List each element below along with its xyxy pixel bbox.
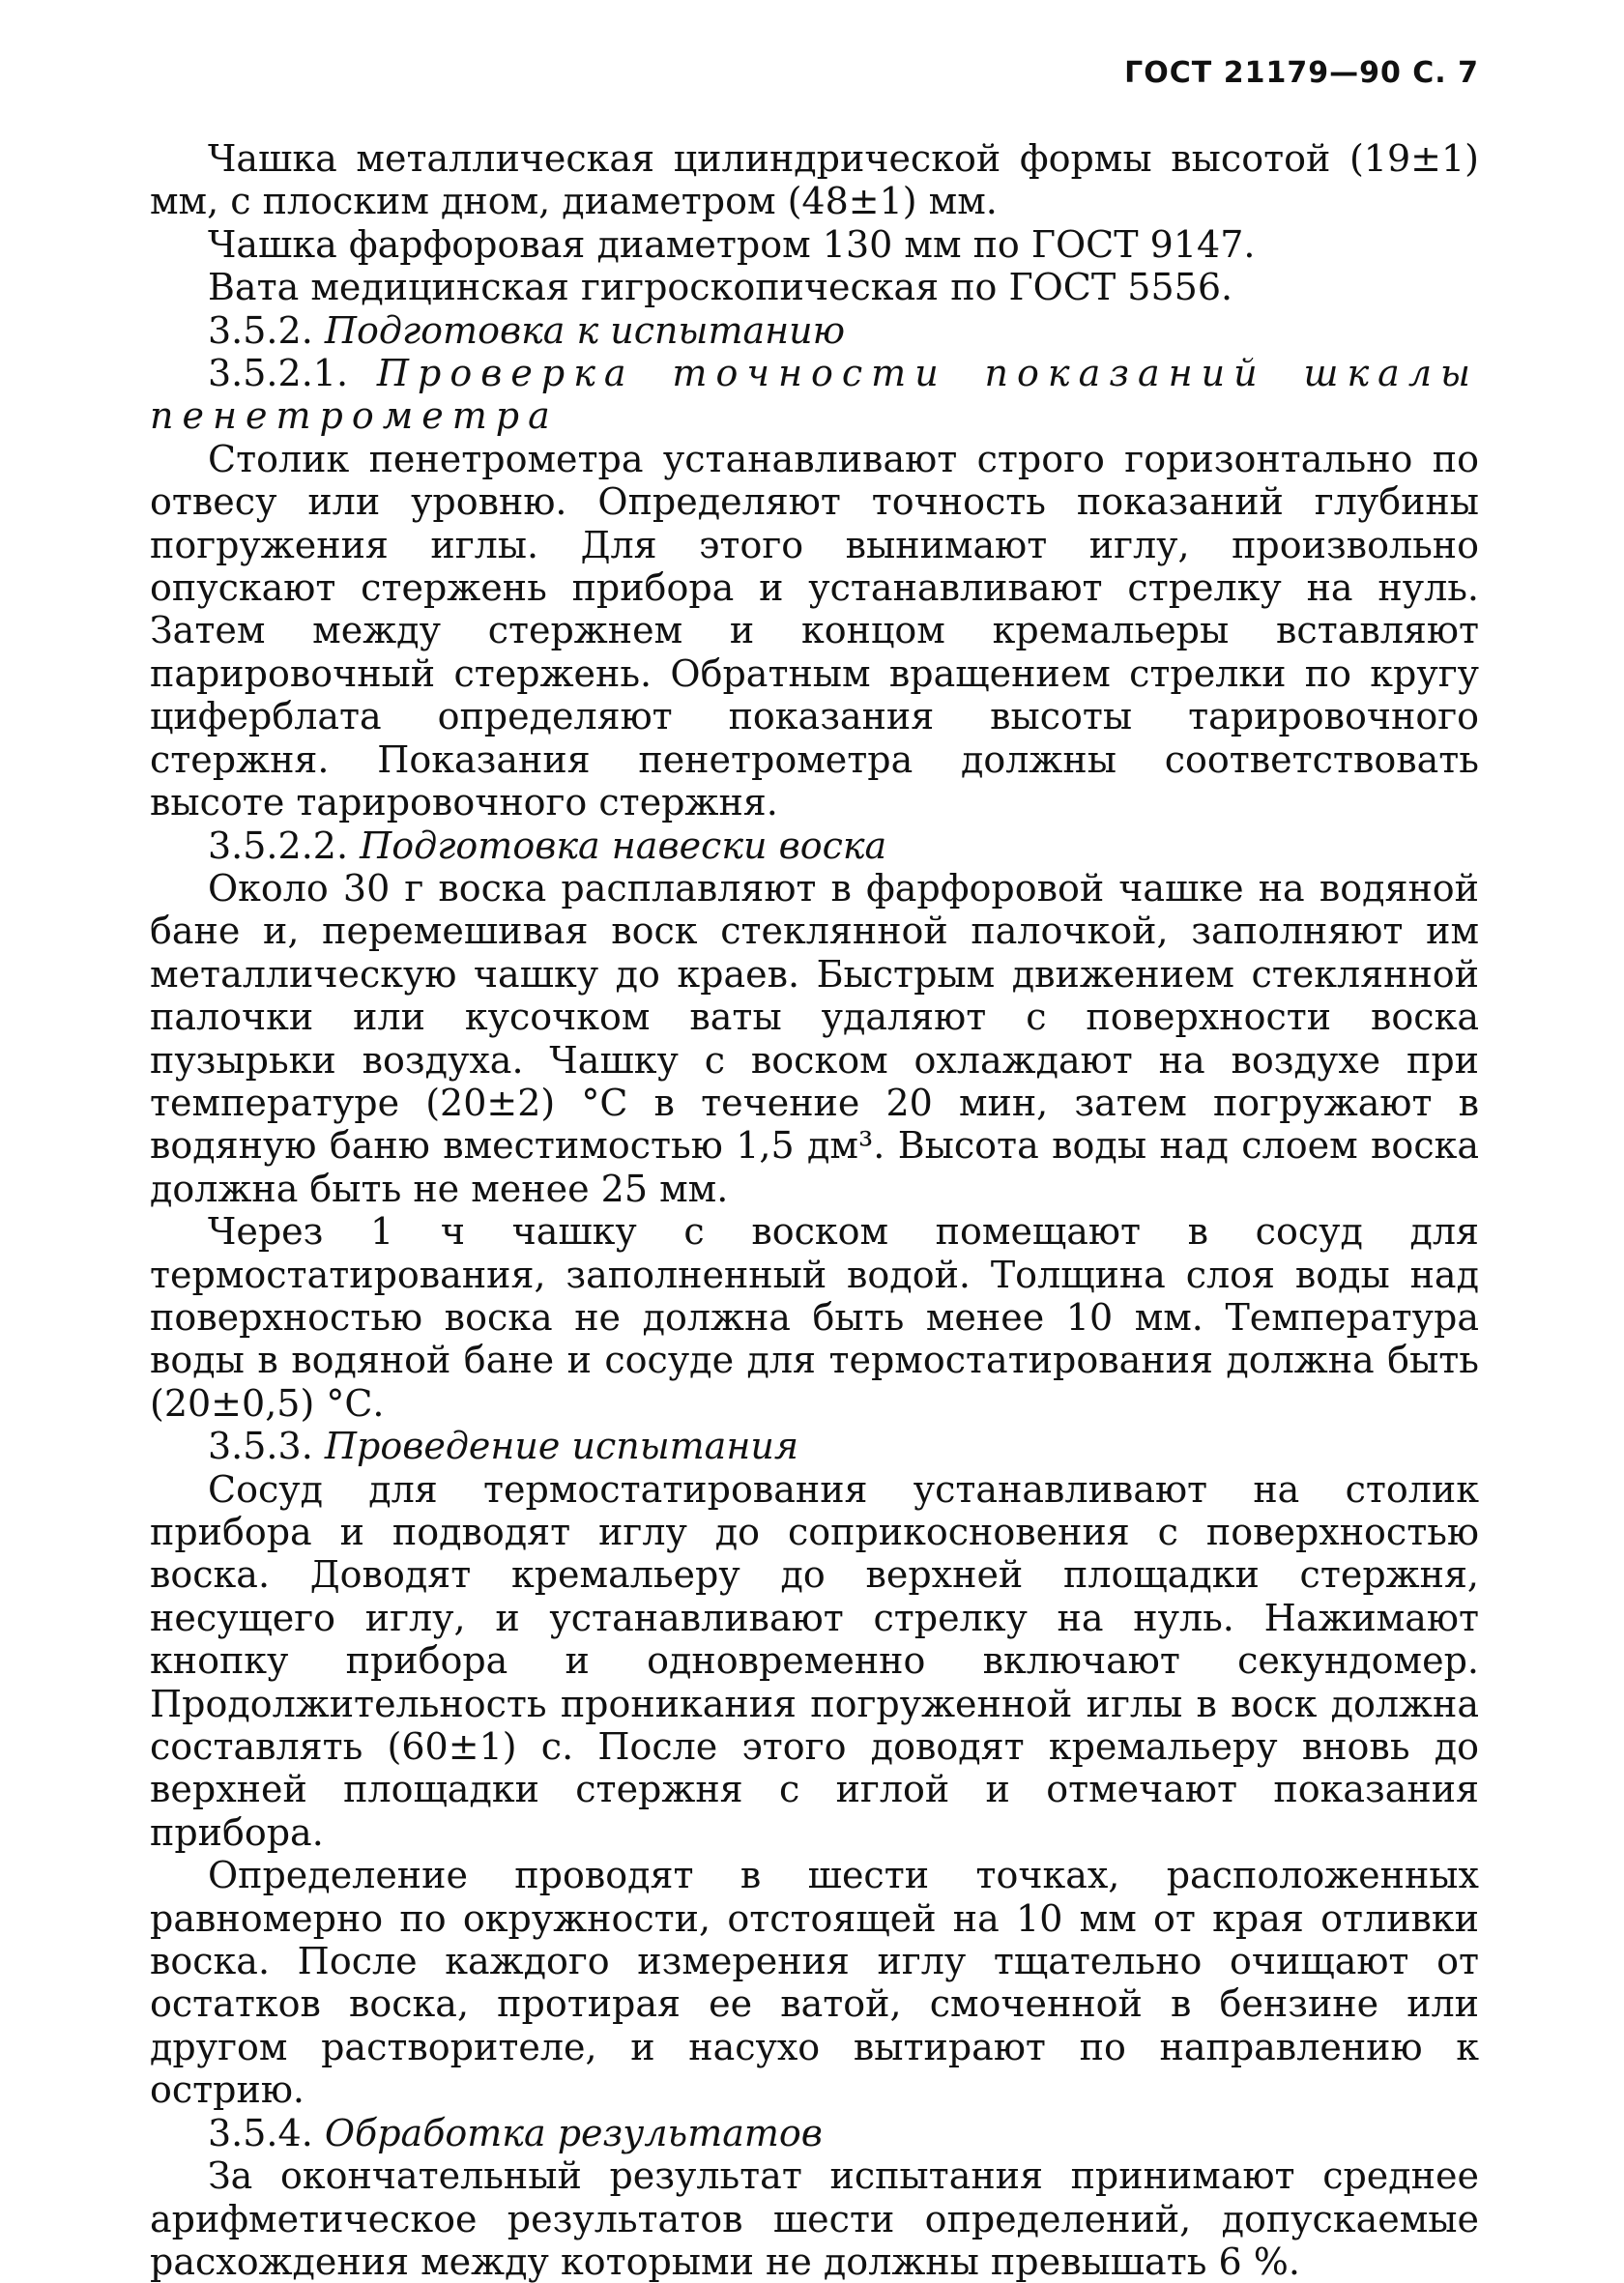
- section-3-5-2-2-heading: [150, 824, 1479, 867]
- section-number: 3.5.4.: [208, 2111, 313, 2154]
- section-title: Проведение испытания: [324, 1425, 798, 1468]
- section-number: 3.5.3.: [208, 1425, 313, 1468]
- section-3-5-2-heading: [150, 309, 1479, 352]
- section-number: 3.5.2.2.: [208, 824, 349, 867]
- paragraph-wax-melting: Около 30 г воска расплавляют в фарфоровой чашке на водяной бане и, перемешивая воск стеклянной палочкой, заполняют им металлическую чашку до краев. Быстрым движением стеклянной палочки или кусочком ваты удаляют с поверхности воска пузырьки воздуха. Чашку с воском охлаждают на воздухе при температуре (20±2) °С в течение 20 мин, затем погружают в водяную баню вместимостью 1,5 дм³. Высота воды над слоем воска должна быть не менее 25 мм.: [150, 866, 1479, 1210]
- paragraph-test-procedure: Сосуд для термостатирования устанавливают на столик прибора и подводят иглу до соприкосновения с поверхностью воска. Доводят кремальеру до верхней площадки стержня, несущего иглу, и устанавливают стрелку на нуль. Нажимают кнопку прибора и одновременно включают секундомер. Продолжительность проникания погруженной иглы в воск должна составлять (60±1) с. После этого доводят кремальеру вновь до верхней площадки стержня с иглой и отмечают показания прибора.: [150, 1467, 1479, 1854]
- paragraph-thermostat: Через 1 ч чашку с воском помещают в сосуд для термостатирования, заполненный водой. Толщина слоя воды над поверхностью воска не должна быть менее 10 мм. Температура воды в водяной бане и сосуде для термостатирования должна быть (20±0,5) °С.: [150, 1210, 1479, 1425]
- section-3-5-4-heading: [150, 2112, 1479, 2154]
- section-title: Обработка результатов: [324, 2111, 823, 2154]
- document-body: [150, 137, 1479, 2283]
- paragraph-cup-metal: Чашка металлическая цилиндрической формы высотой (19±1) мм, с плоским дном, диаметром (48±1) мм.: [150, 137, 1479, 223]
- section-number: 3.5.2.: [208, 308, 313, 352]
- section-number: 3.5.2.1.: [208, 352, 349, 395]
- section-title: Подготовка навески воска: [360, 824, 887, 867]
- page-header: ГОСТ 21179—90 С. 7: [1124, 56, 1479, 90]
- section-3-5-2-1-heading: [150, 352, 1479, 438]
- paragraph-penetrometer-check: Столик пенетрометра устанавливают строго горизонтально по отвесу или уровню. Определяют точность показаний глубины погружения иглы. Для этого вынимают иглу, произвольно опускают стержень прибора и устанавливают стрелку на нуль. Затем между стержнем и концом кремальеры вставляют парировочный стержень. Обратным вращением стрелки по кругу циферблата определяют показания высоты тарировочного стержня. Показания пенетрометра должны соответствовать высоте тарировочного стержня.: [150, 437, 1479, 824]
- paragraph-results: За окончательный результат испытания принимают среднее арифметическое результатов шести определений, допускаемые расхождения между которыми не должны превышать 6 %.: [150, 2154, 1479, 2283]
- section-title: Подготовка к испытанию: [324, 308, 846, 352]
- section-title: Проверка точности показаний шкалы пенетрометра: [150, 352, 1479, 438]
- paragraph-cup-porcelain: Чашка фарфоровая диаметром 130 мм по ГОСТ 9147.: [208, 222, 1256, 266]
- paragraph-cotton: Вата медицинская гигроскопическая по ГОСТ 5556.: [208, 266, 1233, 309]
- paragraph-six-points: Определение проводят в шести точках, расположенных равномерно по окружности, отстоящей на 10 мм от края отливки воска. После каждого измерения иглу тщательно очищают от остатков воска, протирая ее ватой, смоченной в бензине или другом растворителе, и насухо вытирают по направлению к острию.: [150, 1854, 1479, 2112]
- section-3-5-3-heading: [150, 1425, 1479, 1467]
